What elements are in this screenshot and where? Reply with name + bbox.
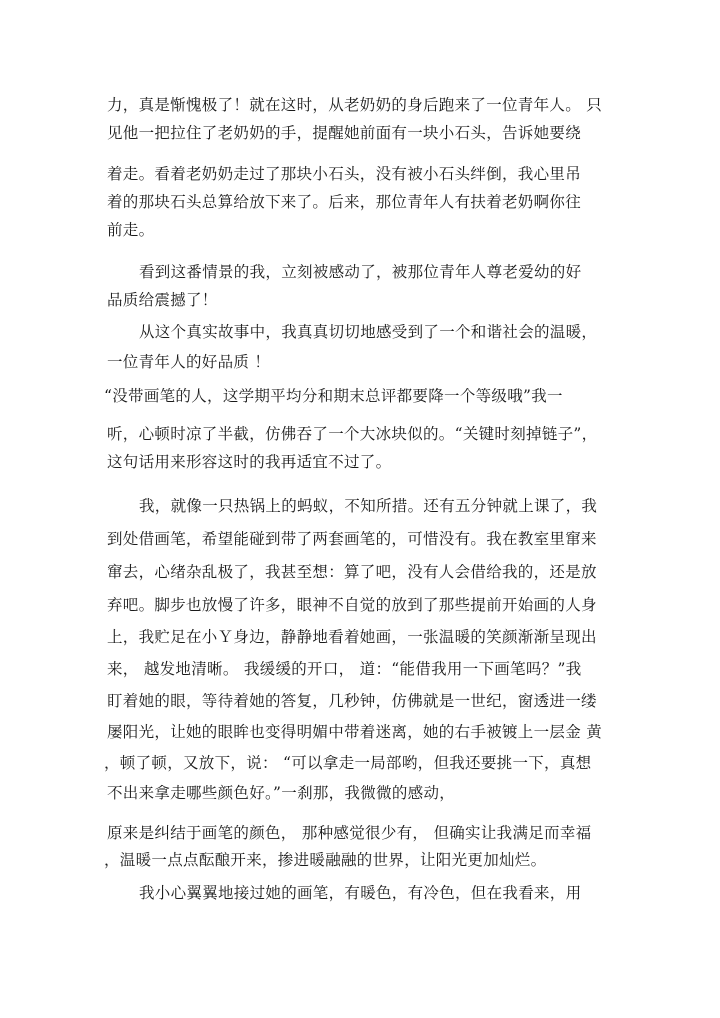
text-line: ，顿了顿，又放下，说： “可以拿走一局部哟，但我还要挑一下，真想 [104,754,592,772]
text-line: 力，真是惭愧极了！就在这时，从老奶奶的身后跑来了一位青年人。 只 [107,96,603,114]
text-line: 一位青年人的好品质 ！ [107,353,271,371]
text-line: 见他一把拉住了老奶奶的手，提醒她前面有一块小石头，告诉她要绕 [107,124,582,142]
text-line: 窜去，心绪杂乱极了，我甚至想：算了吧，没有人会借给我的，还是放 [107,563,597,581]
text-line: 前走。 [107,221,155,239]
text-line: 这句话用来形容这时的我再适宜不过了。 [107,453,392,471]
text-line: 着走。看着老奶奶走过了那块小石头，没有被小石头绊倒，我心里吊 [107,165,582,183]
text-line: 上，我贮足在小Ｙ身边，静静地看着她画，一张温暖的笑颜渐渐呈现出 [107,628,597,646]
text-line: 原来是纠结于画笔的颜色， 那种感觉很少有， 但确实让我满足而幸福 [107,824,592,842]
text-line: 看到这番情景的我，立刻被感动了，被那位青年人尊老爱幼的好 [139,263,582,281]
text-line: 弃吧。脚步也放慢了许多，眼神不自觉的放到了那些提前开始画的人身 [107,596,597,614]
text-line: 品质给震撼了！ [107,291,218,309]
text-line: 屡阳光，让她的眼眸也变得明媚中带着迷离，她的右手被镀上一层金 黄 [107,723,603,741]
text-line: 我小心翼翼地接过她的画笔，有暖色，有冷色，但在我看来，用 [139,884,582,902]
text-line: 着的那块石头总算给放下来了。后来，那位青年人有扶着老奶啊你往 [107,193,582,211]
text-line: 不出来拿走哪些颜色好。”一刹那，我微微的感动， [107,784,456,802]
text-line: 我，就像一只热锅上的蚂蚁，不知所措。还有五分钟就上课了，我 [139,497,598,515]
text-line: 来， 越发地清晰。 我缓缓的开口， 道：“能借我用一下画笔吗？”我 [107,660,582,678]
text-line: 到处借画笔，希望能碰到带了两套画笔的，可惜没有。我在教室里窜来 [107,530,597,548]
text-line: 听，心顿时凉了半截，仿佛吞了一个大冰块似的。“关键时刻掉链子”， [107,425,598,443]
text-line: ，温暖一点点酝酿开来，掺进暖融融的世界，让阳光更加灿烂。 [104,851,547,869]
text-line: 盯着她的眼，等待着她的答复，几秒钟，仿佛就是一世纪，窗透进一缕 [107,692,597,710]
text-line: 从这个真实故事中，我真真切切地感受到了一个和谐社会的温暖， [139,323,598,341]
text-line: “没带画笔的人，这学期平均分和期末总评都要降一个等级哦”我一 [104,387,563,405]
